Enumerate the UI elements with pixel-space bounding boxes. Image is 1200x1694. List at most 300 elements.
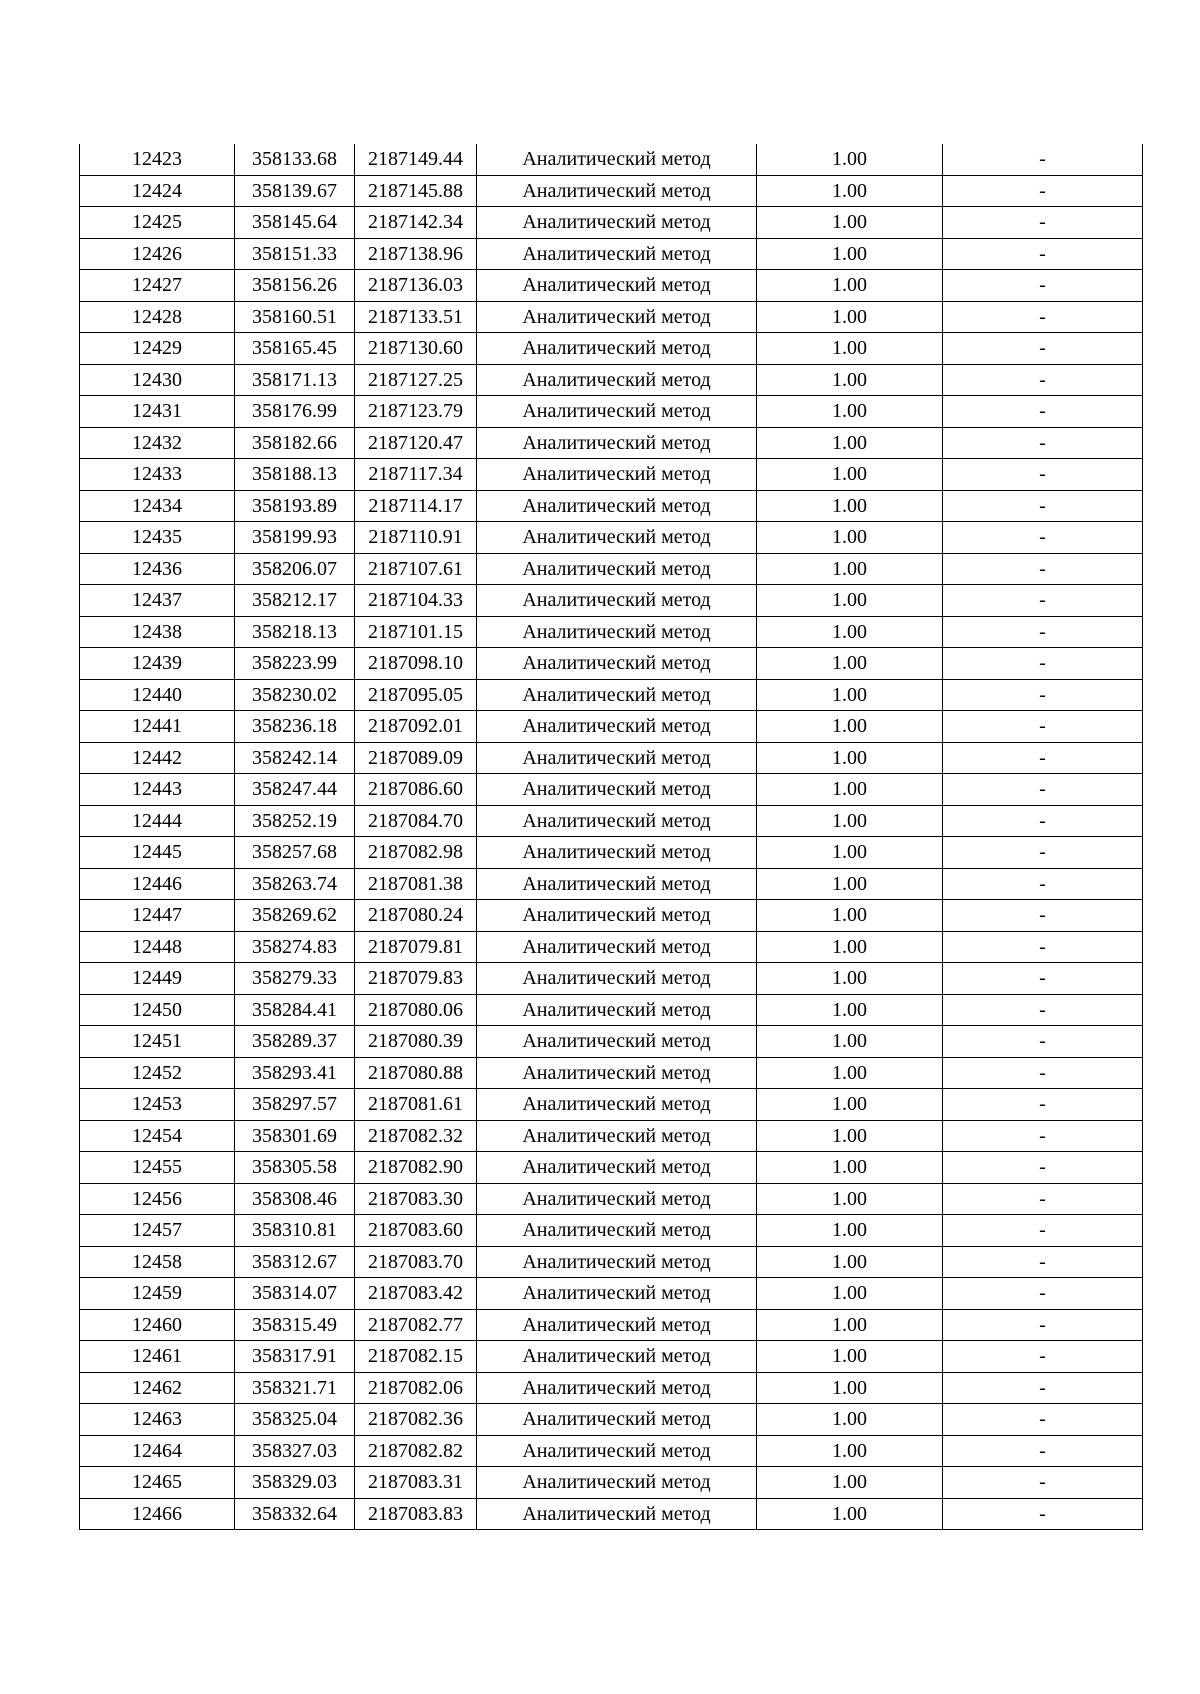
- accuracy-cell: 1.00: [757, 742, 943, 774]
- y-coordinate-cell: 2187120.47: [355, 427, 477, 459]
- accuracy-cell: 1.00: [757, 333, 943, 365]
- y-coordinate-cell: 2187082.06: [355, 1372, 477, 1404]
- y-coordinate-cell: 2187110.91: [355, 522, 477, 554]
- point-number-cell: 12436: [80, 553, 235, 585]
- table-row: [80, 427, 1143, 459]
- method-cell: Аналитический метод: [477, 333, 757, 365]
- point-number-cell: 12452: [80, 1057, 235, 1089]
- x-coordinate-cell: 358329.03: [235, 1467, 355, 1499]
- table-row: [80, 396, 1143, 428]
- point-number-cell: 12455: [80, 1152, 235, 1184]
- y-coordinate-cell: 2187130.60: [355, 333, 477, 365]
- point-number-cell: 12450: [80, 994, 235, 1026]
- accuracy-cell: 1.00: [757, 1215, 943, 1247]
- description-cell: -: [943, 490, 1143, 522]
- x-coordinate-cell: 358257.68: [235, 837, 355, 869]
- description-cell: -: [943, 868, 1143, 900]
- point-number-cell: 12456: [80, 1183, 235, 1215]
- method-cell: Аналитический метод: [477, 1026, 757, 1058]
- description-cell: -: [943, 1372, 1143, 1404]
- y-coordinate-cell: 2187101.15: [355, 616, 477, 648]
- method-cell: Аналитический метод: [477, 868, 757, 900]
- description-cell: -: [943, 1215, 1143, 1247]
- table-row: [80, 742, 1143, 774]
- y-coordinate-cell: 2187133.51: [355, 301, 477, 333]
- table-row: [80, 522, 1143, 554]
- description-cell: -: [943, 1467, 1143, 1499]
- description-cell: -: [943, 963, 1143, 995]
- method-cell: Аналитический метод: [477, 1120, 757, 1152]
- method-cell: Аналитический метод: [477, 144, 757, 175]
- description-cell: -: [943, 1152, 1143, 1184]
- point-number-cell: 12438: [80, 616, 235, 648]
- x-coordinate-cell: 358145.64: [235, 207, 355, 239]
- coordinates-table: [79, 144, 1143, 1530]
- point-number-cell: 12442: [80, 742, 235, 774]
- y-coordinate-cell: 2187136.03: [355, 270, 477, 302]
- y-coordinate-cell: 2187082.77: [355, 1309, 477, 1341]
- table-row: [80, 1246, 1143, 1278]
- description-cell: -: [943, 175, 1143, 207]
- x-coordinate-cell: 358305.58: [235, 1152, 355, 1184]
- accuracy-cell: 1.00: [757, 1404, 943, 1436]
- x-coordinate-cell: 358193.89: [235, 490, 355, 522]
- accuracy-cell: 1.00: [757, 207, 943, 239]
- method-cell: Аналитический метод: [477, 238, 757, 270]
- description-cell: -: [943, 270, 1143, 302]
- accuracy-cell: 1.00: [757, 1089, 943, 1121]
- accuracy-cell: 1.00: [757, 427, 943, 459]
- table-row: [80, 1057, 1143, 1089]
- y-coordinate-cell: 2187117.34: [355, 459, 477, 491]
- y-coordinate-cell: 2187081.61: [355, 1089, 477, 1121]
- method-cell: Аналитический метод: [477, 900, 757, 932]
- table-row: [80, 333, 1143, 365]
- method-cell: Аналитический метод: [477, 459, 757, 491]
- point-number-cell: 12445: [80, 837, 235, 869]
- y-coordinate-cell: 2187089.09: [355, 742, 477, 774]
- coordinates-table-body: [80, 144, 1143, 1530]
- description-cell: -: [943, 711, 1143, 743]
- description-cell: -: [943, 931, 1143, 963]
- point-number-cell: 12439: [80, 648, 235, 680]
- y-coordinate-cell: 2187080.24: [355, 900, 477, 932]
- table-row: [80, 175, 1143, 207]
- x-coordinate-cell: 358301.69: [235, 1120, 355, 1152]
- description-cell: -: [943, 742, 1143, 774]
- description-cell: -: [943, 1089, 1143, 1121]
- y-coordinate-cell: 2187079.81: [355, 931, 477, 963]
- method-cell: Аналитический метод: [477, 585, 757, 617]
- point-number-cell: 12451: [80, 1026, 235, 1058]
- point-number-cell: 12447: [80, 900, 235, 932]
- description-cell: -: [943, 1341, 1143, 1373]
- accuracy-cell: 1.00: [757, 238, 943, 270]
- point-number-cell: 12425: [80, 207, 235, 239]
- accuracy-cell: 1.00: [757, 900, 943, 932]
- table-row: [80, 1498, 1143, 1530]
- description-cell: -: [943, 1278, 1143, 1310]
- table-row: [80, 1372, 1143, 1404]
- x-coordinate-cell: 358279.33: [235, 963, 355, 995]
- table-row: [80, 1183, 1143, 1215]
- x-coordinate-cell: 358274.83: [235, 931, 355, 963]
- point-number-cell: 12449: [80, 963, 235, 995]
- method-cell: Аналитический метод: [477, 553, 757, 585]
- y-coordinate-cell: 2187082.32: [355, 1120, 477, 1152]
- point-number-cell: 12448: [80, 931, 235, 963]
- table-row: [80, 1215, 1143, 1247]
- description-cell: -: [943, 805, 1143, 837]
- description-cell: -: [943, 1404, 1143, 1436]
- description-cell: -: [943, 1057, 1143, 1089]
- accuracy-cell: 1.00: [757, 1341, 943, 1373]
- y-coordinate-cell: 2187095.05: [355, 679, 477, 711]
- x-coordinate-cell: 358133.68: [235, 144, 355, 175]
- point-number-cell: 12462: [80, 1372, 235, 1404]
- x-coordinate-cell: 358165.45: [235, 333, 355, 365]
- method-cell: Аналитический метод: [477, 1341, 757, 1373]
- x-coordinate-cell: 358156.26: [235, 270, 355, 302]
- description-cell: -: [943, 648, 1143, 680]
- description-cell: -: [943, 837, 1143, 869]
- x-coordinate-cell: 358151.33: [235, 238, 355, 270]
- point-number-cell: 12466: [80, 1498, 235, 1530]
- table-row: [80, 1341, 1143, 1373]
- x-coordinate-cell: 358312.67: [235, 1246, 355, 1278]
- accuracy-cell: 1.00: [757, 1309, 943, 1341]
- accuracy-cell: 1.00: [757, 1372, 943, 1404]
- description-cell: -: [943, 1183, 1143, 1215]
- point-number-cell: 12434: [80, 490, 235, 522]
- accuracy-cell: 1.00: [757, 868, 943, 900]
- x-coordinate-cell: 358332.64: [235, 1498, 355, 1530]
- accuracy-cell: 1.00: [757, 364, 943, 396]
- x-coordinate-cell: 358206.07: [235, 553, 355, 585]
- x-coordinate-cell: 358212.17: [235, 585, 355, 617]
- description-cell: -: [943, 396, 1143, 428]
- method-cell: Аналитический метод: [477, 837, 757, 869]
- method-cell: Аналитический метод: [477, 1215, 757, 1247]
- accuracy-cell: 1.00: [757, 963, 943, 995]
- method-cell: Аналитический метод: [477, 1498, 757, 1530]
- method-cell: Аналитический метод: [477, 648, 757, 680]
- point-number-cell: 12465: [80, 1467, 235, 1499]
- accuracy-cell: 1.00: [757, 175, 943, 207]
- x-coordinate-cell: 358223.99: [235, 648, 355, 680]
- table-row: [80, 963, 1143, 995]
- accuracy-cell: 1.00: [757, 1183, 943, 1215]
- method-cell: Аналитический метод: [477, 1246, 757, 1278]
- y-coordinate-cell: 2187082.15: [355, 1341, 477, 1373]
- accuracy-cell: 1.00: [757, 679, 943, 711]
- accuracy-cell: 1.00: [757, 301, 943, 333]
- description-cell: -: [943, 238, 1143, 270]
- method-cell: Аналитический метод: [477, 396, 757, 428]
- accuracy-cell: 1.00: [757, 1467, 943, 1499]
- table-row: [80, 648, 1143, 680]
- table-row: [80, 1435, 1143, 1467]
- table-row: [80, 1152, 1143, 1184]
- y-coordinate-cell: 2187142.34: [355, 207, 477, 239]
- y-coordinate-cell: 2187145.88: [355, 175, 477, 207]
- y-coordinate-cell: 2187127.25: [355, 364, 477, 396]
- x-coordinate-cell: 358284.41: [235, 994, 355, 1026]
- method-cell: Аналитический метод: [477, 207, 757, 239]
- point-number-cell: 12460: [80, 1309, 235, 1341]
- accuracy-cell: 1.00: [757, 711, 943, 743]
- method-cell: Аналитический метод: [477, 679, 757, 711]
- x-coordinate-cell: 358247.44: [235, 774, 355, 806]
- y-coordinate-cell: 2187138.96: [355, 238, 477, 270]
- table-row: [80, 301, 1143, 333]
- y-coordinate-cell: 2187082.90: [355, 1152, 477, 1184]
- point-number-cell: 12427: [80, 270, 235, 302]
- description-cell: -: [943, 774, 1143, 806]
- point-number-cell: 12446: [80, 868, 235, 900]
- description-cell: -: [943, 1120, 1143, 1152]
- description-cell: -: [943, 1309, 1143, 1341]
- method-cell: Аналитический метод: [477, 1435, 757, 1467]
- description-cell: -: [943, 427, 1143, 459]
- x-coordinate-cell: 358199.93: [235, 522, 355, 554]
- description-cell: -: [943, 585, 1143, 617]
- description-cell: -: [943, 900, 1143, 932]
- table-row: [80, 931, 1143, 963]
- accuracy-cell: 1.00: [757, 522, 943, 554]
- accuracy-cell: 1.00: [757, 144, 943, 175]
- y-coordinate-cell: 2187083.30: [355, 1183, 477, 1215]
- table-row: [80, 364, 1143, 396]
- description-cell: -: [943, 679, 1143, 711]
- y-coordinate-cell: 2187080.06: [355, 994, 477, 1026]
- table-row: [80, 1309, 1143, 1341]
- accuracy-cell: 1.00: [757, 648, 943, 680]
- x-coordinate-cell: 358242.14: [235, 742, 355, 774]
- method-cell: Аналитический метод: [477, 301, 757, 333]
- point-number-cell: 12441: [80, 711, 235, 743]
- point-number-cell: 12430: [80, 364, 235, 396]
- method-cell: Аналитический метод: [477, 1152, 757, 1184]
- y-coordinate-cell: 2187083.42: [355, 1278, 477, 1310]
- y-coordinate-cell: 2187098.10: [355, 648, 477, 680]
- accuracy-cell: 1.00: [757, 270, 943, 302]
- table-row: [80, 144, 1143, 175]
- description-cell: -: [943, 364, 1143, 396]
- table-row: [80, 490, 1143, 522]
- accuracy-cell: 1.00: [757, 1120, 943, 1152]
- y-coordinate-cell: 2187092.01: [355, 711, 477, 743]
- x-coordinate-cell: 358308.46: [235, 1183, 355, 1215]
- table-row: [80, 1089, 1143, 1121]
- x-coordinate-cell: 358269.62: [235, 900, 355, 932]
- point-number-cell: 12463: [80, 1404, 235, 1436]
- table-row: [80, 238, 1143, 270]
- method-cell: Аналитический метод: [477, 490, 757, 522]
- table-row: [80, 1026, 1143, 1058]
- accuracy-cell: 1.00: [757, 616, 943, 648]
- accuracy-cell: 1.00: [757, 585, 943, 617]
- y-coordinate-cell: 2187083.31: [355, 1467, 477, 1499]
- y-coordinate-cell: 2187079.83: [355, 963, 477, 995]
- x-coordinate-cell: 358327.03: [235, 1435, 355, 1467]
- y-coordinate-cell: 2187084.70: [355, 805, 477, 837]
- description-cell: -: [943, 144, 1143, 175]
- description-cell: -: [943, 616, 1143, 648]
- table-row: [80, 994, 1143, 1026]
- description-cell: -: [943, 1498, 1143, 1530]
- method-cell: Аналитический метод: [477, 616, 757, 648]
- point-number-cell: 12435: [80, 522, 235, 554]
- table-row: [80, 1467, 1143, 1499]
- point-number-cell: 12461: [80, 1341, 235, 1373]
- x-coordinate-cell: 358325.04: [235, 1404, 355, 1436]
- point-number-cell: 12453: [80, 1089, 235, 1121]
- accuracy-cell: 1.00: [757, 1026, 943, 1058]
- x-coordinate-cell: 358321.71: [235, 1372, 355, 1404]
- accuracy-cell: 1.00: [757, 805, 943, 837]
- method-cell: Аналитический метод: [477, 364, 757, 396]
- description-cell: -: [943, 994, 1143, 1026]
- description-cell: -: [943, 522, 1143, 554]
- x-coordinate-cell: 358188.13: [235, 459, 355, 491]
- accuracy-cell: 1.00: [757, 396, 943, 428]
- table-row: [80, 459, 1143, 491]
- x-coordinate-cell: 358176.99: [235, 396, 355, 428]
- x-coordinate-cell: 358289.37: [235, 1026, 355, 1058]
- table-row: [80, 711, 1143, 743]
- method-cell: Аналитический метод: [477, 1278, 757, 1310]
- y-coordinate-cell: 2187082.82: [355, 1435, 477, 1467]
- y-coordinate-cell: 2187082.98: [355, 837, 477, 869]
- method-cell: Аналитический метод: [477, 270, 757, 302]
- accuracy-cell: 1.00: [757, 1435, 943, 1467]
- y-coordinate-cell: 2187083.60: [355, 1215, 477, 1247]
- x-coordinate-cell: 358315.49: [235, 1309, 355, 1341]
- accuracy-cell: 1.00: [757, 774, 943, 806]
- method-cell: Аналитический метод: [477, 1183, 757, 1215]
- accuracy-cell: 1.00: [757, 994, 943, 1026]
- x-coordinate-cell: 358182.66: [235, 427, 355, 459]
- x-coordinate-cell: 358263.74: [235, 868, 355, 900]
- point-number-cell: 12424: [80, 175, 235, 207]
- table-row: [80, 868, 1143, 900]
- x-coordinate-cell: 358317.91: [235, 1341, 355, 1373]
- x-coordinate-cell: 358297.57: [235, 1089, 355, 1121]
- table-row: [80, 585, 1143, 617]
- accuracy-cell: 1.00: [757, 1246, 943, 1278]
- x-coordinate-cell: 358139.67: [235, 175, 355, 207]
- method-cell: Аналитический метод: [477, 1309, 757, 1341]
- method-cell: Аналитический метод: [477, 711, 757, 743]
- description-cell: -: [943, 553, 1143, 585]
- y-coordinate-cell: 2187086.60: [355, 774, 477, 806]
- table-row: [80, 1404, 1143, 1436]
- y-coordinate-cell: 2187083.83: [355, 1498, 477, 1530]
- point-number-cell: 12437: [80, 585, 235, 617]
- point-number-cell: 12454: [80, 1120, 235, 1152]
- method-cell: Аналитический метод: [477, 1372, 757, 1404]
- point-number-cell: 12440: [80, 679, 235, 711]
- point-number-cell: 12426: [80, 238, 235, 270]
- y-coordinate-cell: 2187080.39: [355, 1026, 477, 1058]
- accuracy-cell: 1.00: [757, 1152, 943, 1184]
- table-row: [80, 774, 1143, 806]
- x-coordinate-cell: 358236.18: [235, 711, 355, 743]
- y-coordinate-cell: 2187082.36: [355, 1404, 477, 1436]
- description-cell: -: [943, 1026, 1143, 1058]
- point-number-cell: 12432: [80, 427, 235, 459]
- description-cell: -: [943, 301, 1143, 333]
- point-number-cell: 12444: [80, 805, 235, 837]
- table-row: [80, 837, 1143, 869]
- point-number-cell: 12464: [80, 1435, 235, 1467]
- method-cell: Аналитический метод: [477, 427, 757, 459]
- description-cell: -: [943, 333, 1143, 365]
- x-coordinate-cell: 358218.13: [235, 616, 355, 648]
- point-number-cell: 12457: [80, 1215, 235, 1247]
- x-coordinate-cell: 358310.81: [235, 1215, 355, 1247]
- accuracy-cell: 1.00: [757, 490, 943, 522]
- table-row: [80, 900, 1143, 932]
- table-row: [80, 270, 1143, 302]
- point-number-cell: 12459: [80, 1278, 235, 1310]
- point-number-cell: 12428: [80, 301, 235, 333]
- method-cell: Аналитический метод: [477, 742, 757, 774]
- table-row: [80, 1278, 1143, 1310]
- method-cell: Аналитический метод: [477, 963, 757, 995]
- y-coordinate-cell: 2187149.44: [355, 144, 477, 175]
- description-cell: -: [943, 459, 1143, 491]
- point-number-cell: 12423: [80, 144, 235, 175]
- x-coordinate-cell: 358314.07: [235, 1278, 355, 1310]
- accuracy-cell: 1.00: [757, 553, 943, 585]
- x-coordinate-cell: 358293.41: [235, 1057, 355, 1089]
- table-row: [80, 207, 1143, 239]
- method-cell: Аналитический метод: [477, 805, 757, 837]
- method-cell: Аналитический метод: [477, 1089, 757, 1121]
- point-number-cell: 12458: [80, 1246, 235, 1278]
- point-number-cell: 12433: [80, 459, 235, 491]
- point-number-cell: 12443: [80, 774, 235, 806]
- table-row: [80, 616, 1143, 648]
- y-coordinate-cell: 2187083.70: [355, 1246, 477, 1278]
- accuracy-cell: 1.00: [757, 837, 943, 869]
- table-row: [80, 553, 1143, 585]
- point-number-cell: 12431: [80, 396, 235, 428]
- table-row: [80, 1120, 1143, 1152]
- description-cell: -: [943, 207, 1143, 239]
- y-coordinate-cell: 2187080.88: [355, 1057, 477, 1089]
- y-coordinate-cell: 2187104.33: [355, 585, 477, 617]
- x-coordinate-cell: 358252.19: [235, 805, 355, 837]
- accuracy-cell: 1.00: [757, 1278, 943, 1310]
- method-cell: Аналитический метод: [477, 1404, 757, 1436]
- description-cell: -: [943, 1246, 1143, 1278]
- method-cell: Аналитический метод: [477, 931, 757, 963]
- description-cell: -: [943, 1435, 1143, 1467]
- y-coordinate-cell: 2187107.61: [355, 553, 477, 585]
- accuracy-cell: 1.00: [757, 931, 943, 963]
- accuracy-cell: 1.00: [757, 459, 943, 491]
- x-coordinate-cell: 358160.51: [235, 301, 355, 333]
- y-coordinate-cell: 2187123.79: [355, 396, 477, 428]
- y-coordinate-cell: 2187114.17: [355, 490, 477, 522]
- x-coordinate-cell: 358230.02: [235, 679, 355, 711]
- method-cell: Аналитический метод: [477, 522, 757, 554]
- method-cell: Аналитический метод: [477, 1057, 757, 1089]
- accuracy-cell: 1.00: [757, 1498, 943, 1530]
